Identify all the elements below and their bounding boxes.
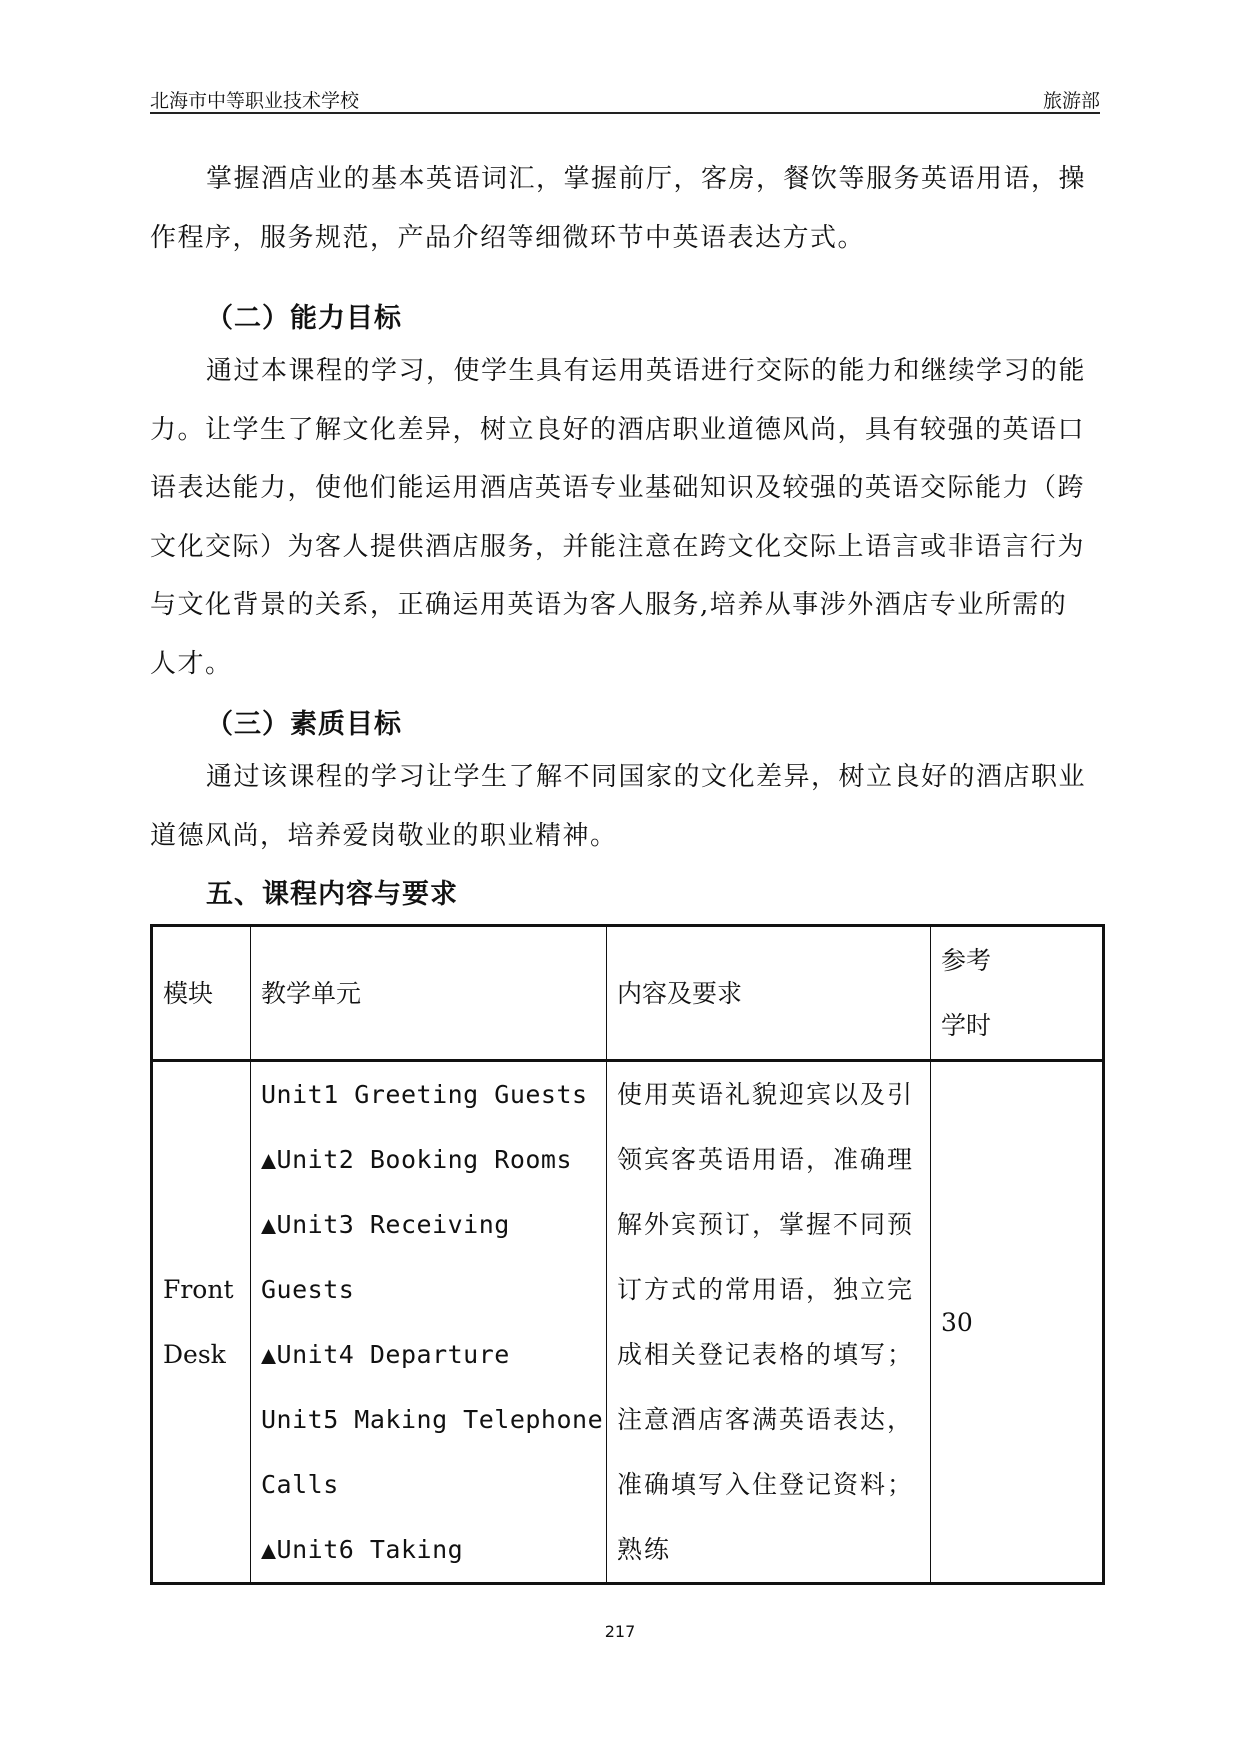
hours-cell: 30 [931, 1061, 1104, 1584]
module-cell [152, 1061, 251, 1584]
page-header [150, 86, 1100, 114]
header-hours [931, 926, 1104, 1061]
knowledge-paragraph [150, 150, 1094, 267]
quality-heading: （三）素质目标 [206, 709, 402, 740]
module-line: Front [163, 1275, 234, 1304]
quality-paragraph [150, 748, 1094, 865]
unit-line: ▲Unit6 Taking [261, 1535, 464, 1564]
unit-line: ▲Unit2 Booking Rooms [261, 1145, 573, 1174]
course-content-table [150, 924, 1105, 1585]
unit-line: Unit5 Making Telephone [261, 1405, 604, 1434]
school-name: 北海市中等职业技术学校 [150, 90, 360, 112]
header-content: 内容及要求 [607, 926, 931, 1061]
table-header-row [152, 926, 1104, 1061]
unit-line: ▲Unit4 Departure [261, 1340, 510, 1369]
unit-line: Calls [261, 1470, 339, 1499]
quality-text: 通过该课程的学习让学生了解不同国家的文化差异，树立良好的酒店职业道德风尚，培养爱岗敬业的职业精神。 [150, 762, 1087, 851]
header-unit: 教学单元 [251, 926, 607, 1061]
header-hours-line1: 参考 [941, 946, 992, 975]
page-number: 217 [604, 1622, 636, 1641]
unit-line: Guests [261, 1275, 355, 1304]
ability-heading: （二）能力目标 [206, 303, 402, 334]
ability-paragraph [150, 342, 1094, 693]
content-cell: 使用英语礼貌迎宾以及引领宾客英语用语，准确理解外宾预订，掌握不同预订方式的常用语，独立完成相关登记表格的填写；注意酒店客满英语表达，准确填写入住登记资料；熟练 [607, 1061, 931, 1584]
ability-text: 通过本课程的学习，使学生具有运用英语进行交际的能力和继续学习的能力。让学生了解文化差异，树立良好的酒店职业道德风尚，具有较强的英语口语表达能力，使他们能运用酒店英语专业基础知识及较强的英语交际能力（跨文化交际）为客人提供酒店服务，并能注意在跨文化交际上语言或非语言行为与文化背景的关系，正确运用英语为客人服务,培养从事涉外酒店专业所需的人才。 [150, 356, 1087, 679]
department-name: 旅游部 [1042, 90, 1100, 112]
unit-line: Unit1 Greeting Guests [261, 1080, 588, 1109]
unit-line: ▲Unit3 Receiving [261, 1210, 510, 1239]
knowledge-text: 掌握酒店业的基本英语词汇，掌握前厅，客房，餐饮等服务英语用语，操作程序，服务规范，产品介绍等细微环节中英语表达方式。 [150, 164, 1087, 253]
units-cell [251, 1061, 607, 1584]
section-heading: 五、课程内容与要求 [206, 879, 458, 910]
table-row [152, 1061, 1104, 1584]
header-module: 模块 [152, 926, 251, 1061]
header-hours-line2: 学时 [941, 1011, 992, 1040]
module-line: Desk [163, 1340, 226, 1369]
